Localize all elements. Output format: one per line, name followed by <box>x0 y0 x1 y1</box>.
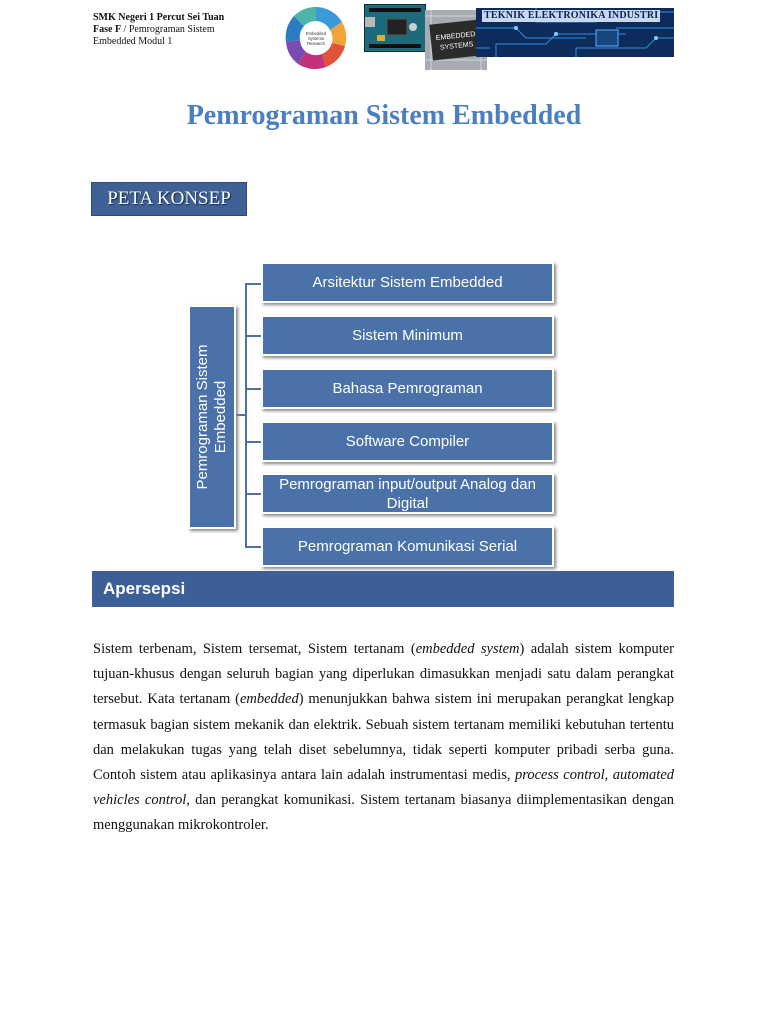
concept-root <box>188 305 236 529</box>
connector-branch <box>245 493 262 495</box>
concept-branch-compiler: Software Compiler <box>261 421 554 462</box>
concept-branch-serial: Pemrograman Komunikasi Serial <box>261 526 554 567</box>
fase-label: Fase F <box>93 24 122 35</box>
connector-branch <box>245 441 262 443</box>
paragraph-italic-run: embedded <box>239 691 299 708</box>
concept-root-label: Pemrograman Sistem Embedded <box>194 344 229 490</box>
concept-branch-sistem-minimum: Sistem Minimum <box>261 315 554 356</box>
paragraph-italic-run: process control <box>515 767 605 784</box>
paragraph-run: , <box>604 767 613 784</box>
svg-text:SYSTEMS: SYSTEMS <box>439 41 474 52</box>
paragraph-run: , dan perangkat komunikasi. Sistem tertanam biasanya diimplementasikan dengan menggunakan mikrokontroler. <box>93 792 674 834</box>
connector-branch <box>245 283 262 285</box>
apersepsi-heading: Apersepsi <box>92 571 674 607</box>
connector-branch <box>245 546 262 548</box>
page-title: Pemrograman Sistem Embedded <box>186 100 582 131</box>
connector-spine <box>245 283 247 547</box>
fase-rest: / Pemrograman Sistem <box>121 24 215 35</box>
svg-text:EMBEDDED: EMBEDDED <box>435 30 476 43</box>
header-text <box>93 12 293 48</box>
svg-text:Embedded: Embedded <box>305 31 327 36</box>
paragraph-italic-run: automated vehicles control <box>93 767 675 809</box>
embedded-research-logo <box>284 6 348 70</box>
connector-branch <box>245 388 262 390</box>
paragraph-run: Sistem terbenam, Sistem tersemat, Sistem tertanam ( <box>93 641 416 657</box>
concept-branch-arsitektur: Arsitektur Sistem Embedded <box>261 262 554 303</box>
connector-branch <box>245 335 262 337</box>
fase-line <box>93 24 293 36</box>
concept-branch-io: Pemrograman input/output Analog dan Digital <box>261 473 554 514</box>
modul-line: Embedded Modul 1 <box>93 36 173 47</box>
apersepsi-paragraph <box>93 637 674 839</box>
teknik-elektronika-banner <box>476 8 674 57</box>
banner-label: TEKNIK ELEKTRONIKA INDUSTRI <box>484 10 659 21</box>
arduino-board-image <box>364 4 426 52</box>
svg-text:Systems: Systems <box>307 36 325 41</box>
school-name: SMK Negeri 1 Percut Sei Tuan <box>93 12 225 23</box>
svg-text:Research: Research <box>307 41 325 46</box>
paragraph-run: ) menunjukkan bahwa sistem ini merupakan perangkat lengkap termasuk bagian sistem mekanik dan elektrik. Sebuah sistem tertanam memiliki kebutuhan tertentu dan melakukan tugas yang telah diset sebelumnya, tidak seperti komputer pribadi serba guna. Contoh sistem atau aplikasinya antara lain adalah instrumentasi medis, <box>93 691 674 784</box>
concept-branch-bahasa: Bahasa Pemrograman <box>261 368 554 409</box>
paragraph-run: ) adalah sistem komputer tujuan-khusus dengan seluruh bagian yang diperlukan dimasukkan menjadi satu dalam perangkat tersebut. Kata tertanam ( <box>93 641 675 708</box>
peta-konsep-label: PETA KONSEP <box>91 182 247 216</box>
paragraph-italic-run: embedded system <box>415 641 520 657</box>
